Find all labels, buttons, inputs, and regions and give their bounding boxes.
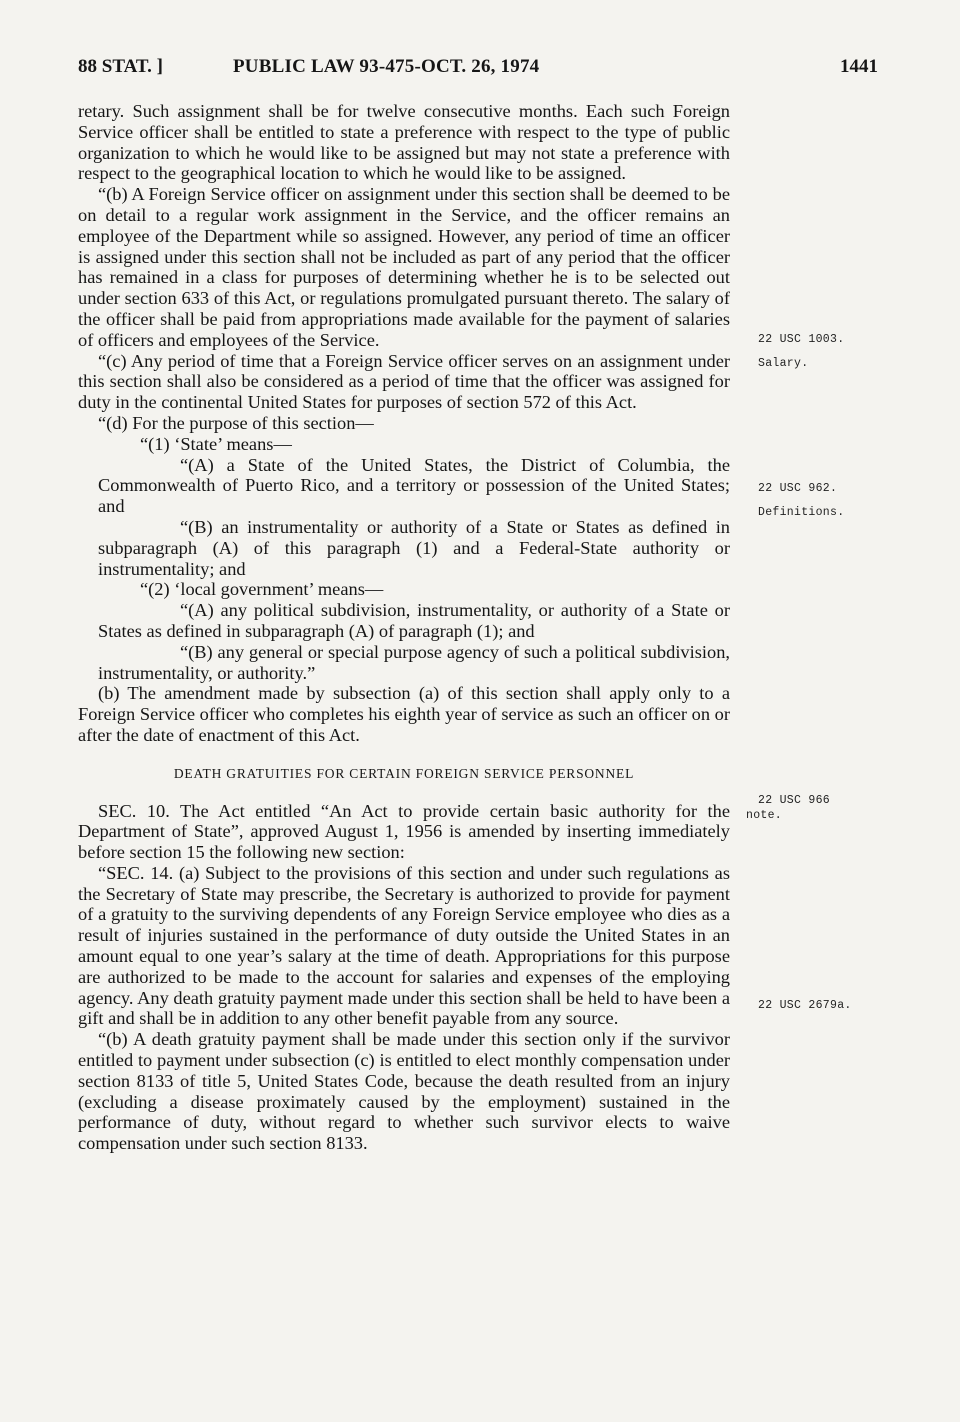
page-number: 1441 — [840, 56, 878, 77]
paragraph-sec-14-b: “(b) A death gratuity payment shall be made under this section only if the survivor entitled to payment under subsection (c) is entitled to elect monthly compensation under section 8133 of title 5, United States Code, because the death resulted from an injury (excluding a disease proximately caused by the employment) sustained in the performance of duty, without regard to whether such survivor elects to waive compensation under such section 8133. — [78, 1029, 730, 1154]
paragraph-d2a: “(A) any political subdivision, instrumentality, or authority of a State or States as defined in subparagraph (A) of paragraph (1); and — [98, 600, 730, 641]
page-header — [78, 56, 878, 84]
paragraph-sec-14-a: “SEC. 14. (a) Subject to the provisions of this section and under such regulations as the Secretary of State may prescribe, the Secretary is authorized to provide for payment of a gratuity to the surviving dependents of any Foreign Service employee who dies as a result of injuries sustained in the performance of duty outside the United States in an amount equal to one year’s salary at the time of death. Appropriations for this purpose are authorized to be made to the account for salaries and expenses of the employing agency. Any death gratuity payment made under this section shall be held to have been a gift and shall be in addition to any other benefit payable from any source. — [78, 862, 730, 1029]
paragraph-d1-state: “(1) ‘State’ means— — [140, 433, 292, 454]
section-heading-death-gratuities: DEATH GRATUITIES FOR CERTAIN FOREIGN SERVICE PERSONNEL — [173, 765, 635, 781]
paragraph-amendment-b: (b) The amendment made by subsection (a) of this section shall apply only to a Foreign Service officer who completes his eighth year of service as such an officer on or after the date of enactment of this Act. — [78, 683, 730, 745]
paragraph-d1b: “(B) an instrumentality or authority of a State or States as defined in subparagraph (A) of this paragraph (1) and a Federal-State authority or instrumentality; and — [98, 516, 730, 579]
margin-note-definitions: Definitions. — [758, 506, 845, 519]
paragraph-d1a: “(A) a State of the United States, the District of Columbia, the Commonwealth of Puerto Rico, and a territory or possession of the United States; and — [98, 454, 730, 517]
paragraph-d2b: “(B) any general or special purpose agency of such a political subdivision, instrumentality, or authority.” — [98, 641, 730, 683]
paragraph-d-definitions: “(d) For the purpose of this section— — [98, 412, 374, 433]
paragraph-c-period: “(c) Any period of time that a Foreign Service officer serves on an assignment under this section shall also be considered as a period of time that the officer was assigned for duty in the continental United States for purposes of section 572 of this Act. — [78, 350, 730, 413]
public-law-title: PUBLIC LAW 93-475-OCT. 26, 1974 — [233, 56, 540, 77]
paragraph-sec-10: SEC. 10. The Act entitled “An Act to provide certain basic authority for the Department of State”, approved August 1, 1956 is amended by inserting immediately before section 15 the following new section: — [78, 800, 730, 863]
volume-citation: 88 STAT. ] — [78, 56, 163, 77]
paragraph-d2-local-government: “(2) ‘local government’ means— — [140, 579, 384, 600]
paragraph-assignment-continued: retary. Such assignment shall be for twelve consecutive months. Each such Foreign Service officer shall be entitled to state a preference with respect to the type of public organization to which he would like to be assigned but may not state a preference with respect to the geographical location to which he would like to be assigned. — [78, 101, 730, 184]
margin-note-22-usc-966: 22 USC 966 — [758, 794, 831, 807]
margin-note-22-usc-2679a: 22 USC 2679a. — [758, 999, 852, 1012]
margin-note-22-usc-1003: 22 USC 1003. — [758, 333, 845, 346]
margin-note-salary: Salary. — [758, 357, 809, 370]
margin-note-22-usc-962: 22 USC 962. — [758, 482, 838, 495]
body-text — [78, 101, 730, 1154]
paragraph-b-detail: “(b) A Foreign Service officer on assignment under this section shall be deemed to be on detail to a regular work assignment in the Service, and the officer remains an employee of the Department while so assigned. However, any period of time an officer is assigned under this section shall not be included as part of any period that the officer has remained in a class for purposes of determining whether he is to be selected out under section 633 of this Act, or regulations promulgated pursuant thereto. The salary of the officer shall be paid from appropriations made available for the payment of salaries of officers and employees of the Service. — [78, 184, 730, 350]
margin-note-note: note. — [746, 809, 783, 822]
